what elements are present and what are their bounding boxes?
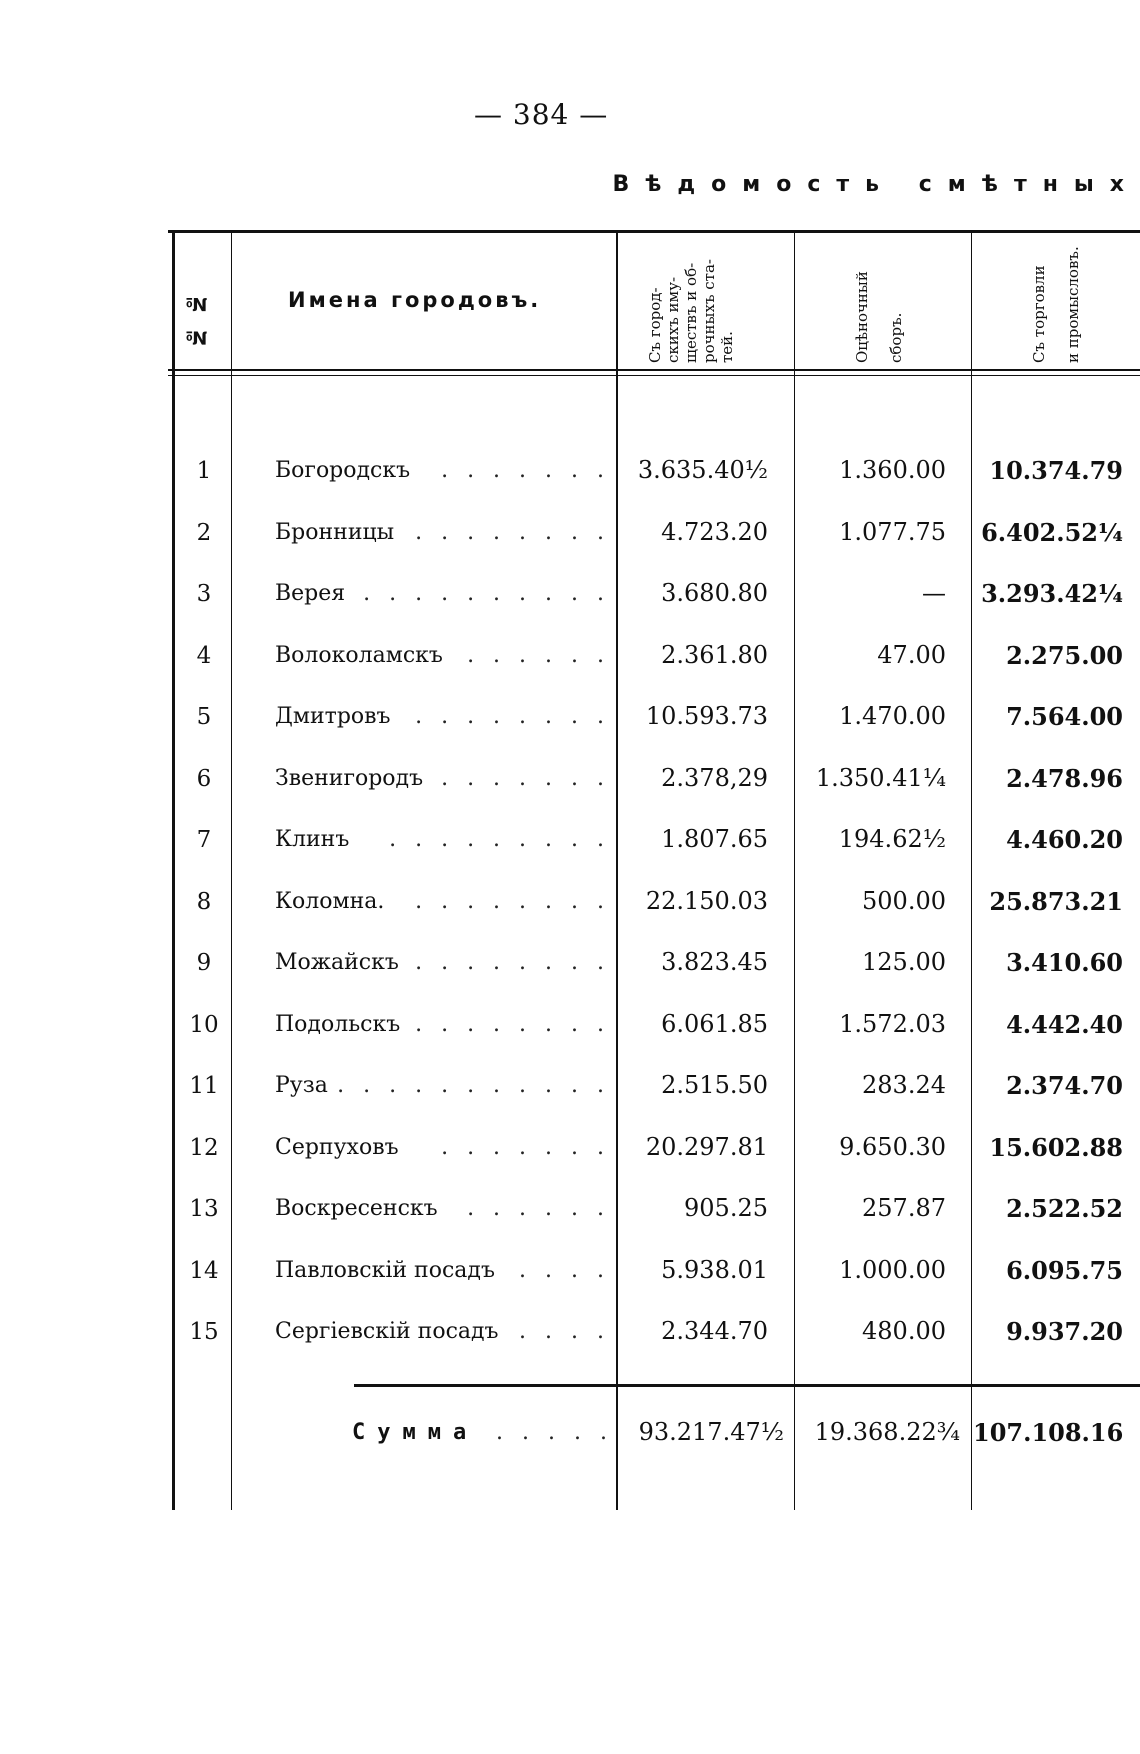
- city-name: Звенигородъ: [275, 766, 424, 791]
- total-label: Сумма: [352, 1420, 479, 1445]
- value-col3: 6.402.52¼: [981, 518, 1123, 547]
- page-number: — 384 —: [474, 98, 609, 131]
- leader-dots: . . . . . . . . . .: [363, 581, 610, 606]
- value-col3: 4.460.20: [1006, 825, 1123, 854]
- value-col1: 1.807.65: [661, 825, 768, 853]
- value-col3: 2.522.52: [1006, 1194, 1123, 1223]
- value-col1: 22.150.03: [645, 887, 768, 915]
- value-col3: 9.937.20: [1006, 1317, 1123, 1346]
- leader-dots: . . . . . . . .: [415, 950, 610, 975]
- value-col2: 47.00: [877, 641, 946, 669]
- value-col1: 10.593.73: [645, 702, 768, 730]
- value-col3: 2.374.70: [1006, 1071, 1123, 1100]
- value-col3: 15.602.88: [989, 1133, 1123, 1162]
- city-name: Дмитровъ: [275, 704, 391, 729]
- city-name: Можайскъ: [275, 950, 399, 975]
- row-number: 3: [196, 581, 212, 607]
- value-col1: 3.635.40½: [637, 456, 768, 484]
- value-col2: 283.24: [862, 1071, 946, 1099]
- row-number: 6: [196, 766, 212, 792]
- row-number: 11: [189, 1073, 219, 1099]
- city-name: Клинъ: [275, 827, 350, 852]
- left-border: [172, 230, 175, 1510]
- value-col2: —: [922, 579, 946, 607]
- row-number: 5: [196, 704, 212, 730]
- value-col1: 2.361.80: [661, 641, 768, 669]
- value-col3: 2.478.96: [1006, 764, 1123, 793]
- city-name: Богородскъ: [275, 458, 411, 483]
- total-col2: 19.368.22¾: [814, 1418, 960, 1446]
- value-col2: 1.360.00: [839, 456, 946, 484]
- value-col1: 3.823.45: [661, 948, 768, 976]
- city-name: Верея: [275, 581, 346, 606]
- value-col2: 125.00: [862, 948, 946, 976]
- value-col1: 20.297.81: [645, 1133, 768, 1161]
- value-col2: 9.650.30: [839, 1133, 946, 1161]
- value-col1: 3.680.80: [661, 579, 768, 607]
- leader-dots: . . . . . . .: [441, 1135, 610, 1160]
- value-col3: 6.095.75: [1006, 1256, 1123, 1285]
- city-name: Сергіевскій посадъ: [275, 1319, 499, 1344]
- value-col2: 1.000.00: [839, 1256, 946, 1284]
- row-number: 12: [189, 1135, 219, 1161]
- value-col3: 3.410.60: [1006, 948, 1123, 977]
- row-number: 2: [196, 520, 212, 546]
- row-number: 4: [196, 643, 212, 669]
- leader-dots: . . . . . . . . . . .: [337, 1073, 610, 1098]
- leader-dots: . . . . . . .: [441, 458, 610, 483]
- row-number: 13: [189, 1196, 219, 1222]
- col-divider-3: [794, 230, 795, 1510]
- value-col3: 4.442.40: [1006, 1010, 1123, 1039]
- value-col2: 480.00: [862, 1317, 946, 1345]
- leader-dots: . . . .: [519, 1258, 610, 1283]
- row-number: 1: [196, 458, 212, 484]
- leader-dots: . . . . . . .: [441, 766, 610, 791]
- value-col3: 25.873.21: [989, 887, 1123, 916]
- table-top-rule: [168, 230, 1140, 233]
- header-no: № №: [186, 290, 207, 348]
- header-col3: Съ торговли и промысловъ.: [1030, 246, 1082, 363]
- total-rule: [354, 1384, 1140, 1387]
- header-col2: Оцѣночный сборъ.: [853, 271, 905, 363]
- table-title: Вѣдомость смѣтных: [612, 172, 1140, 197]
- total-col1: 93.217.47½: [638, 1418, 784, 1446]
- row-number: 9: [196, 950, 212, 976]
- value-col3: 10.374.79: [989, 456, 1123, 485]
- row-number: 14: [189, 1258, 219, 1284]
- value-col2: 1.077.75: [839, 518, 946, 546]
- row-number: 8: [196, 889, 212, 915]
- row-number: 7: [196, 827, 212, 853]
- value-col2: 1.470.00: [839, 702, 946, 730]
- value-col3: 3.293.42¼: [981, 579, 1123, 608]
- city-name: Серпуховъ: [275, 1135, 399, 1160]
- value-col1: 905.25: [684, 1194, 768, 1222]
- col-divider-4: [971, 230, 972, 1510]
- city-name: Подольскъ: [275, 1012, 401, 1037]
- row-number: 15: [189, 1319, 219, 1345]
- header-bottom-rule-2: [168, 375, 1140, 376]
- city-name: Павловскій посадъ: [275, 1258, 495, 1283]
- leader-dots: . . . . . .: [467, 1196, 610, 1221]
- value-col1: 6.061.85: [661, 1010, 768, 1038]
- row-number: 10: [189, 1012, 219, 1038]
- value-col1: 2.344.70: [661, 1317, 768, 1345]
- header-bottom-rule: [168, 369, 1140, 371]
- city-name: Волоколамскъ: [275, 643, 443, 668]
- city-name: Руза: [275, 1073, 328, 1098]
- col-divider-1: [231, 230, 232, 1510]
- value-col1: 4.723.20: [661, 518, 768, 546]
- value-col3: 7.564.00: [1006, 702, 1123, 731]
- city-name: Коломна.: [275, 889, 385, 914]
- leader-dots: . . . . . . . .: [415, 704, 610, 729]
- value-col1: 5.938.01: [661, 1256, 768, 1284]
- leader-dots: . . . .: [519, 1319, 610, 1344]
- value-col2: 1.350.41¼: [815, 764, 946, 792]
- city-name: Воскресенскъ: [275, 1196, 438, 1221]
- city-name: Бронницы: [275, 520, 395, 545]
- header-city-names: Имена городовъ.: [288, 288, 542, 312]
- leader-dots: . . . . . . . .: [415, 889, 610, 914]
- total-dots: . . . . .: [496, 1420, 613, 1445]
- value-col2: 500.00: [862, 887, 946, 915]
- leader-dots: . . . . . . . .: [415, 1012, 610, 1037]
- value-col1: 2.378,29: [661, 764, 768, 792]
- value-col2: 194.62½: [838, 825, 946, 853]
- header-col1: Съ город- скихъ иму- ществъ и об- рочныхъ ста- тей.: [646, 259, 736, 363]
- value-col2: 257.87: [862, 1194, 946, 1222]
- leader-dots: . . . . . .: [467, 643, 610, 668]
- leader-dots: . . . . . . . .: [415, 520, 610, 545]
- value-col1: 2.515.50: [661, 1071, 768, 1099]
- leader-dots: . . . . . . . . .: [389, 827, 610, 852]
- value-col3: 2.275.00: [1006, 641, 1123, 670]
- value-col2: 1.572.03: [839, 1010, 946, 1038]
- total-col3: 107.108.16: [973, 1418, 1124, 1447]
